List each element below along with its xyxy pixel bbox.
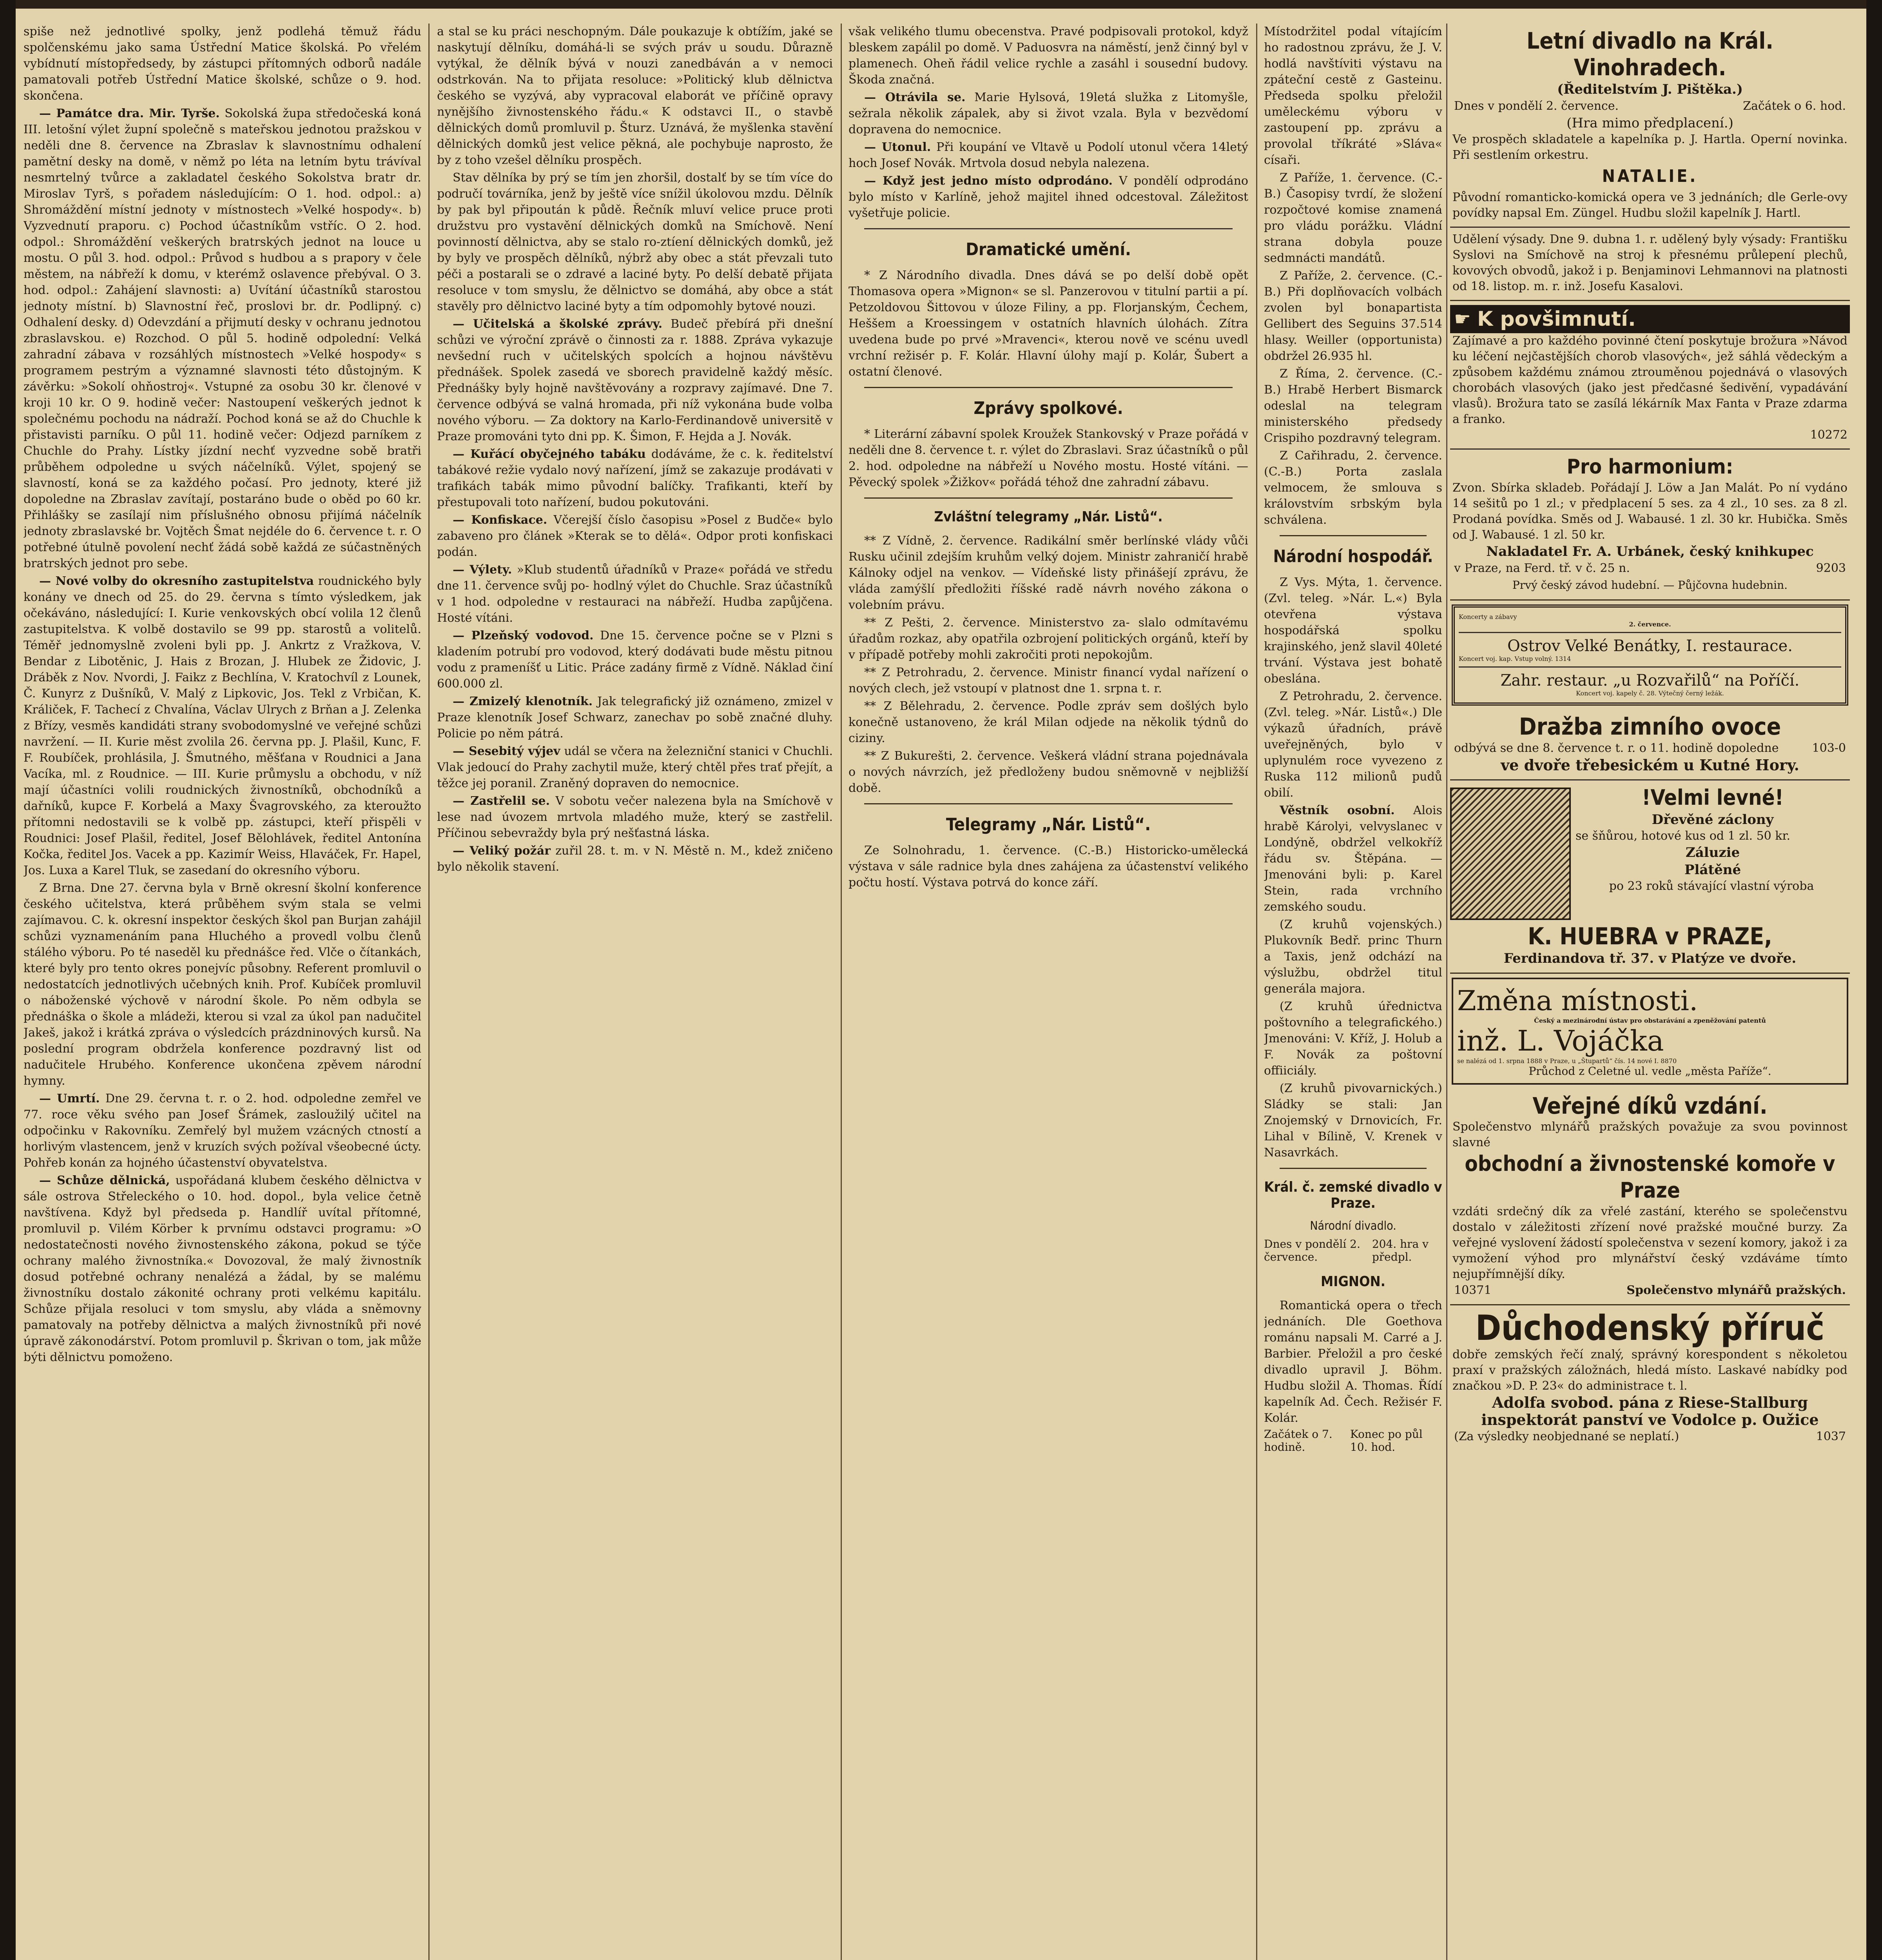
column-rule-4: [1446, 24, 1447, 1960]
article-heading: — Když jest jedno místo odprodáno.: [864, 174, 1113, 188]
ad-title: Dražba zimního ovoce: [1519, 713, 1781, 740]
ad-code: 1314: [1555, 655, 1571, 662]
ad-title: Veřejné díků vzdání.: [1532, 1093, 1768, 1119]
section-divider: [1459, 666, 1841, 668]
ad-venue-details: [1459, 655, 1841, 662]
top-shadow-band: [0, 0, 1882, 9]
article-paragraph: Z Brna. Dne 27. června byla v Brně okresní školní konference českého učitelstva, která průběhem svým stala se velmi zajímavou. C. k. okresní inspektor českých škol pan Burjan zahájil schůzi vyznamenáním pana Hluchého a provedl volbu členů stálého výboru. Po té naseděl ku přednášce řed. Vlče o čítankách, které byly pro tento okres ponejvíc působny. Referent promluvil o nedostatcích jednotlivých učebných knih. Prof. Kubíček promluvil o náboženské výchově v národní škole. Po něm odbyla se přednáška o škole a mládeži, kterou si vzal za úkol pan nadučitel Jakeš, jakož i krátká zpráva o výsledcích prázdninových kursů. Na poslední program obdržela konference pozdravný list od nadučitele Hrubého. Konference ukončena zpěvem národní hymny.: [24, 881, 421, 1088]
ad-harmonium: [1450, 450, 1850, 601]
telegram-paragraph: Z Paříže, 2. července. (C.-B.) Při doplňovacích volbách zvolen byl bonapartista Gellibert des Seguins 37.514 hlasy. Weiller (opportunista) obdržel 26.935 hl.: [1264, 269, 1442, 363]
article-heading: — Konfiskace.: [453, 513, 548, 527]
column-1: [24, 24, 421, 1960]
article-paragraph: spiše než jednotlivé spolky, jenž podlehá těmuž řádu spolčenskému jako sama Ústřední Matice školská. Po vřelém vybídnutí místopředsedy, by zástupci přítomných odborů nadále pamatovali potřeb Ústřední Matice školské, schůze o 9. hod. skončena.: [24, 25, 421, 103]
ad-publisher: Nakladatel Fr. A. Urbánek, český knihkupec: [1486, 544, 1814, 559]
performance-line: [1264, 1238, 1442, 1263]
telegram-paragraph: ** Z Vídně, 2. července. Radikální směr berlínské vlády vůči Rusku učinil zdejším kruhům velký dojem. Ministr zahraničí hrabě Kálnoky odjel na venkov. — Vídeňské listy přinášejí zprávu, že vláda zamýšlí předložiti říšské radě návrh nového zákona o volebním právu.: [849, 534, 1248, 612]
ad-text: dobře zemských řečí znalý, správný korespondent s několetou praxí v pražských záložnách, hledá místo. Laskavé nabídky pod značkou »D. P. 23« do administrace t. l.: [1452, 1348, 1848, 1393]
article-heading: — Památce dra. Mir. Tyrše.: [39, 107, 220, 120]
ad-text: Zajímavé a pro každého povinné čtení poskytuje brožura »Návod ku léčení nejčastějších chorob vlasových«, jež sáhlá vědeckým a způsobem každému známou ztrouměnou pojednává o vlasových chorobách vlasových (jako jest předčasné šedivění, vypadávání vlasů). Brožura tato se zasílá lékárník Max Fanta v Praze zdarma a franko.: [1452, 334, 1848, 426]
article-paragraph: (Z kruhů vojenských.) Plukovník Bedř. princ Thurn a Taxis, jenž odchází na výslužbu, obdržel titul generála majora.: [1264, 918, 1442, 996]
article-heading: — Utonul.: [864, 140, 931, 154]
article-paragraph: [437, 446, 833, 510]
article-paragraph: [24, 573, 421, 878]
blinds-illustration: [1450, 788, 1571, 920]
article-text: uspořádaná klubem českého dělnictva v sále ostrova Střeleckého o 10. hod. dopol., byla velice četně navštívena. Když byl předseda p. Handlíř uvítal přítomné, promluvil p. Vilém Körber k prvnímu odstavci programu: »O nedostatečnosti nového živnostenského zákona, pokud se týče ochrany malého živnostníka.« Dovozoval, že malý živnostník dosud potřebné ochrany nenalézá a žádal, by se malému živnostníku dostalo zákonité ochrany proti velkému kapitálu. Schůze přijala resoluci v tom smyslu, aby vláda a sněmovny pamatovaly na potřeby dělnictva a malých živnostníků při nové úpravě zákonodárství. Potom promluvil p. Škrivan o tom, jak může býti dělnictvu pomoženo.: [24, 1174, 421, 1364]
article-heading: — Sesebitý výjev: [453, 744, 560, 758]
section-divider: [864, 228, 1233, 229]
ad-address-row: [1457, 1057, 1843, 1065]
column-4: [1264, 24, 1442, 1960]
telegram-paragraph: Z Paříže, 1. července. (C.-B.) Časopisy tvrdí, že složení rozpočtové komise znamená pro vládu porážku. Vládní strana dobyla pouze sedmnácti mandátů.: [1264, 171, 1442, 265]
article-paragraph: * Z Národního divadla. Dnes dává se po delší době opět Thomasova opera »Mignon« se sl. Panzerovou v titulní partii a pí. Petzoldovou Šittovou v úloze Filiny, a pp. Florjanským, Čechem, Heššem a Kroessingem v ostatních hlavních úlohách. Zítra uvedena bude po prvé »Mravenci«, kterou nově ve scénu uvedl vrchní režisér p. F. Kolár. Hlavní úlohy mají p. Kolár, Šubert a ostatní členové.: [849, 269, 1248, 379]
ad-text: Udělení výsady. Dne 9. dubna 1. r. udělený byly výsady: Františku Syslovi na Smíchově na stroj k přesnému průlepení plechů, kovových obvodů, jakož i p. Benjaminovi Lehmannovi na platnosti od 18. listop. m. r. inž. Josefu Kasalovi.: [1452, 232, 1848, 293]
article-paragraph: [437, 512, 833, 560]
article-paragraph: však velikého tlumu obecenstva. Pravé podpisovali protokol, když bleskem zapálil po domě. V Paduosvra na náměstí, jenž činný byl v plamenech. Oheň řádil velice rychle a zasáhl i sousední budovy. Škoda značná.: [849, 25, 1248, 87]
opera-description: Romantická opera o třech jednáních. Dle Goethova románu napsali M. Carré a J. Barbier. Přeložil a pro české divadlo upravil J. Böhm. Hudbu složil A. Thomas. Řídí kapelník Ad. Čech. Režisér F. Kolár.: [1264, 1299, 1442, 1425]
section-divider: [864, 497, 1233, 499]
ad-title: !Velmi levné!: [1642, 785, 1784, 810]
ad-title: Důchodenský příruč: [1475, 1308, 1825, 1348]
ad-signature: Společenstvo mlynářů pražských.: [1626, 1283, 1846, 1297]
ad-fruit-auction: [1450, 710, 1850, 780]
section-heading-economy: Národní hospodář.: [1273, 546, 1433, 566]
ad-code: 1037: [1816, 1430, 1846, 1443]
article-paragraph: [24, 1091, 421, 1171]
ad-notice: [1450, 301, 1850, 450]
article-heading: — Veliký požár: [453, 844, 551, 858]
article-text: »Klub studentů úřadníků v Praze« pořádá ve středu dne 11. července svůj po- hodlný výlet do Chuchle. Sraz účastníků v 1 hod. odpoledne v restauraci na nábřeží. Hudba zapůjčena. Hosté vítáni.: [437, 563, 833, 625]
ad-text: Společenstvo mlynářů pražských považuje za svou povinnost slavné: [1452, 1120, 1848, 1149]
pointing-hand-icon: ☛: [1454, 308, 1471, 330]
article-paragraph: [849, 173, 1248, 221]
column-rule-2: [841, 24, 842, 1960]
ad-company-name: inž. L. Vojáčka: [1457, 1024, 1664, 1057]
article-text: Jak telegrafický již oznámeno, zmizel v Praze klenotník Josef Schwarz, zanechav po sobě značné dluhy. Policie po něm pátrá.: [437, 695, 833, 740]
ad-line: se šňůrou, hotové kus od 1 zl. 50 kr.: [1576, 829, 1791, 843]
ad-note-row: [1450, 1428, 1850, 1445]
article-paragraph: [437, 843, 833, 875]
ad-address-row: [1450, 560, 1850, 577]
article-heading: — Nové volby do okresního zastupitelstva: [39, 574, 314, 588]
article-paragraph: [24, 1172, 421, 1365]
article-paragraph: Z Petrohradu, 2. července. (Zvl. teleg. »Nár. Listů«.) Dle výkazů úřadních, právě uveřejněných, bylo v uplynulém roce vyvezeno z Ruska 112 milionů pudů obilí.: [1264, 690, 1442, 800]
article-paragraph: (Z kruhů úřednictva poštovního a telegrafického.) Jmenováni: V. Kříž, J. Holub a F. Novák za poštovní offiiciály.: [1264, 1000, 1442, 1078]
article-text: V pondělí odprodáno bylo místo v Karlíně, jehož majitel ihned odcestoval. Záležitost vyšetřuje policie.: [849, 174, 1248, 220]
ad-summer-theatre: [1450, 24, 1850, 228]
article-text: dodáváme, že c. k. ředitelství tabákové režie vydalo nový nařízení, jímž se zakazuje prodávati v trafikách tabák mimo původní balíčky. Trafikanti, kteří by přestupovali toto nařízení, budou pokutováni.: [437, 447, 833, 509]
ad-code: 10371: [1454, 1283, 1492, 1297]
ad-place: ve dvoře třebesickém u Kutné Hory.: [1501, 756, 1799, 774]
section-divider: [1459, 632, 1841, 633]
article-paragraph: [1264, 802, 1442, 915]
article-paragraph: [437, 562, 833, 626]
article-text: Marie Hylsová, 19letá služka z Litomyšle, sežrala několik zápalek, aby si život vzala. Byla v bezvědomí dopravena do nemocnice.: [849, 91, 1248, 136]
article-text: Dne 29. června t. r. o 2. hod. odpoledne zemřel ve 77. roce věku svého pan Josef Šrámek, zasloužilý učitel na odpočinku v Rakovníku. Zemřelý byl mužem vzácných ctností a horlivým vlastencem, jenž v kruzích svých požíval všeobecné úcty. Pohřeb konán za hojného účastenství obyvatelstva.: [24, 1092, 421, 1170]
article-heading: — Kuřácí obyčejného tabáku: [453, 447, 646, 461]
ad-line: po 23 roků stávající vlastní výroba: [1609, 879, 1814, 893]
telegram-paragraph: Z Cařihradu, 2. července. (C.-B.) Porta zaslala velmocem, že smlouva s královstvím srbským byla schválena.: [1264, 449, 1442, 527]
column-rule-1: [428, 24, 430, 1960]
ad-text: Zvon. Sbírka skladeb. Pořádají J. Löw a Jan Malát. Po ní vydáno 14 sešitů po 1 zl.; v předplacení 5 ses. za 4 zl., 10 ses. za 8 zl. Prodaná povídka. Směs od J. Wabausé. 1 zl. 30 kr. Hubička. Směs od J. Wabausé. 1 zl. 50 kr.: [1452, 481, 1848, 542]
performance-times: [1264, 1428, 1442, 1454]
ad-text: se nalézá od 1. srpna 1888 v Praze, u „Štupartů“ čís. 14 nové I.: [1457, 1057, 1659, 1065]
article-heading: — Výlety.: [453, 563, 512, 577]
ad-title: Změna místnosti.: [1457, 985, 1698, 1017]
article-text: V sobotu večer nalezena byla na Smíchově v lese nad úvozem mrtvola mladého muže, který se zastřelil. Příčinou sebevraždy byla prý nešťastná láska.: [437, 794, 833, 840]
article-paragraph: * Literární zábavní spolek Kroužek Stankovský v Praze pořádá v neděli dne 8. července t. r. výlet do Zbraslavi. Sraz účastníků o půl 2. hod. odpoledne na nábřeží u Nového mostu. Hosté vítáni. — Pěvecký spolek »Žižkov« pořádá téhož dne zahradní zábavu.: [849, 427, 1248, 489]
article-paragraph: [849, 139, 1248, 171]
article-paragraph: [437, 743, 833, 791]
ad-sign-row: [1450, 1282, 1850, 1299]
ad-date: Dnes v pondělí 2. července.: [1454, 99, 1619, 113]
article-text: zuřil 28. t. m. v N. Městě n. M., kdež zničeno bylo několik stavení.: [437, 844, 833, 874]
ad-description: Původní romanticko-komická opera ve 3 jednáních; dle Gerle-ovy povídky napsal Em. Züngel. Hudbu složil kapelník J. Hartl.: [1452, 191, 1848, 220]
section-heading-dramatic-arts: Dramatické umění.: [966, 240, 1131, 260]
section-divider: [1280, 1168, 1427, 1169]
performance-number: 204. hra v předpl.: [1372, 1238, 1429, 1263]
section-divider: [864, 387, 1233, 388]
telegram-paragraph: ** Z Pešti, 2. července. Ministerstvo za- slalo odmítavému úřadům rozkaz, aby opatřila ozbrojení politických orgánů, kteří by v případě potřeby mohli zakročiti proti nepokojům.: [849, 616, 1248, 662]
article-text: roudnického byly konány ve dnech od 25. do 29. června s tímto výsledkem, jak očekáváno, následující: I. Kurie venkovských obcí volila 12 členů zastupitelstva. K volbě dostavilo se 99 pp. starostů a volitelů. Téměř jednomyslně zvoleni byli pp. J. Ankrtz z Vražkova, V. Bendar z Libotěnic, J. Hais z Brozan, J. Hlubek ze Židovic, J. Dráběk z Nov. Nvordi, J. Faikz z Bechlína, V. Kratochvíl z Lounek, Č. Kunyrz z Dušníků, V. Malý z Lipkovic, Jos. Tekl z Vrbičan, K. Králiček, F. Tachecí z Chvalína, Václav Ulrych z Brňan a J. Zelenka z Břízy, vesměs kandidáti strany svobodomyslné ve veřejné schůzi navržení. — II. Kurie měst zvolila 26. června pp. J. Plašil, Kunc, F. F. Roubíček, prohlásila, J. Šmutného, měšťana v Roudnici a Jana Vacíka, ml. z Roudnice. — III. Kurie průmyslu a obchodu, v níž mají účastníci volili roudnických živnostníků, obchodníků a dařníků, kupce F. Korbelá a Maxy Švagrovského, za kteroužto přítomni nedostavili se k volbě pp. zástupci, kteří přispěli v Roudnici: Josef Plašil, ředitel, Josef Bělohlávek, ředitel Antonína Kočka, ředitel Jos. Vacek a pp. Kazimír Weiss, Hlaváček, Fr. Hapel, Jos. Luxa a Karel Tluk, se zasedaní do okresního výboru.: [24, 574, 421, 877]
article-heading: — Plzeňský vodovod.: [453, 629, 594, 642]
section-divider: [1280, 535, 1427, 536]
section-divider: [864, 803, 1233, 804]
ad-footer: Prvý český závod hudební. — Půjčovna hudebnin.: [1512, 579, 1788, 592]
section-heading-club-news: Zprávy spolkové.: [974, 398, 1123, 418]
ad-code: 8870: [1661, 1057, 1677, 1065]
article-heading: Věstník osobní.: [1280, 804, 1395, 817]
article-text: Dne 15. července počne se v Plzni s kladením potrubí pro vodovod, který dodávati bude městu pitnou vodu z prameníšť u Litic. Práce zadány firmě z Vídně. Náklad činí 600.000 zl.: [437, 629, 833, 691]
ad-subtitle: obchodní a živnostenské komoře v Praze: [1465, 1151, 1835, 1203]
article-text: Včerejší číslo časopisu »Posel z Budče« bylo zabaveno pro článek »Kterak se to dělá«. Odpor proti konfiskaci podán.: [437, 513, 833, 559]
ad-line: Dřevěné záclony: [1652, 812, 1774, 828]
telegram-paragraph: ** Z Bukurešti, 2. července. Veškerá vládní strana pojednávala o nových návrzích, jež předloženy budou sněmovně v nejbližší době.: [849, 749, 1248, 795]
article-paragraph: [849, 89, 1248, 138]
ad-schedule-row: [1450, 98, 1850, 114]
article-paragraph: [437, 628, 833, 692]
ad-banner-title: K povšimnutí.: [1477, 307, 1636, 331]
section-heading-theatre: Král. č. zemské divadlo v Praze.: [1264, 1179, 1442, 1211]
ad-address: Ferdinandova tř. 37. v Platýze ve dvoře.: [1503, 951, 1797, 966]
ad-footer: Průchod z Celetné ul. vedle „města Paříže“.: [1528, 1065, 1771, 1078]
telegram-paragraph: Ze Solnohradu, 1. července. (C.-B.) Historicko-umělecká výstava v sále radnice byla dnes zahájena za účastenství velikého počtu hostí. Výstava potrvá do konce září.: [849, 844, 1248, 889]
ad-concerts-frame: [1452, 604, 1848, 706]
article-paragraph: Místodržitel podal vítajícím ho radostnou zprávu, že J. V. hodlá navštíviti výstavu na zpáteční cestě z Gasteinu. Předseda spolku přeložil uměleckému výboru v zastoupení pp. zprávu a provolal tříkráté »Sláva« císaři.: [1264, 25, 1442, 167]
article-heading: — Umrtí.: [39, 1092, 100, 1105]
ad-subtitle: (Ředitelstvím J. Pištěka.): [1557, 82, 1743, 97]
ad-text: odbývá se dne 8. července t. r. o 11. hodině dopoledne: [1454, 741, 1779, 755]
ad-venue: Zahr. restaur. „u Rozvařilů“ na Poříčí.: [1500, 671, 1800, 690]
ad-venue-info: Koncert voj. kap.: [1459, 655, 1513, 662]
ad-entry: Vstup volný.: [1514, 655, 1553, 662]
ad-public-thanks: [1450, 1089, 1850, 1305]
ad-address-change: [1452, 978, 1848, 1085]
theatre-name: Národní divadlo.: [1310, 1219, 1396, 1233]
ad-title: Letní divadlo na Král. Vinohradech.: [1526, 27, 1774, 81]
ad-accountant: [1450, 1305, 1850, 1450]
article-paragraph: [437, 316, 833, 445]
advertisement-column: [1450, 24, 1850, 1960]
article-text: Alois hrabě Károlyi, velvyslanec v Londýně, obdržel velkokříž řádu sv. Štěpána. — Jmenováni byli: p. Karel Stein, rada vrchního zemského soudu.: [1264, 804, 1442, 914]
article-paragraph: Z Vys. Mýta, 1. července. (Zvl. teleg. »Nár. L.«) Byla otevřena výstava hospodářská spolku krajinského, jenž slavil 40leté trvání. Výstava jest bohatě obeslána.: [1264, 575, 1442, 686]
ad-text: Český a mezinárodní ústav pro obstarávání a zpeněžování patentů: [1534, 1017, 1766, 1024]
performance-end: Konec po půl 10. hod.: [1350, 1428, 1423, 1454]
article-paragraph: [437, 793, 833, 841]
performance-start: Začátek o 7. hodině.: [1264, 1428, 1333, 1454]
ad-line: Plátěné: [1684, 862, 1741, 878]
telegram-paragraph: ** Z Petrohradu, 2. července. Ministr financí vydal nařízení o nových clech, jež vstoupí v platnost dne 1. srpna t. r.: [849, 666, 1248, 695]
ad-auction-row: [1450, 740, 1850, 757]
article-heading: — Učitelská a školské zprávy.: [453, 317, 663, 331]
ad-play-title: NATALIE.: [1602, 166, 1698, 186]
article-text: udál se včera na železniční stanici v Chuchli. Vlak jedoucí do Prahy zachytil muže, který chtěl přes trať přejít, a těžce jej poranil. Zraněný dopraven do nemocnice.: [437, 744, 833, 790]
column-2: [437, 24, 833, 1960]
ad-code: 9203: [1816, 561, 1846, 575]
article-paragraph: a stal se ku práci neschopným. Dále poukazuje k obtížím, jaké se naskytují dělníku, domáhá-li se svých práv u soudu. Důrazně vytýkal, že dělník bývá v nouzi zanedbáván a v nemoci odstrkován. Na to přijata resoluce: »Politický klub dělnictva českého se vyzývá, aby vypracoval elaborát ve příčině opravy nynějšího živnostenského řádu.« K odstavci II., o stavbě dělnických domů promluvil p. Šturz. Uznává, že myšlenka stavění dělnických domků jest velice pěkná, ale pochybuje naprosto, že by z toho vzešel dělníku prospěch.: [437, 25, 833, 167]
article-heading: — Otrávila se.: [864, 91, 966, 104]
telegram-paragraph: Z Říma, 2. července. (C.-B.) Hrabě Herbert Bismarck odeslal na telegram ministerského předsedy Crispiho pozdravný telegram.: [1264, 367, 1442, 445]
ad-date: 2. července.: [1629, 621, 1671, 628]
ad-title: Koncerty a zábavy: [1459, 613, 1517, 621]
ad-text: Ve prospěch skladatele a kapelníka p. J. Hartla. Operní novinka. Při sestlením orkestru.: [1452, 132, 1848, 162]
ad-code: 103-0: [1812, 741, 1846, 755]
article-paragraph: [24, 105, 421, 572]
section-heading-special-telegrams: Zvláštní telegramy „Nár. Listů“.: [934, 509, 1163, 525]
telegram-paragraph: ** Z Bělehradu, 2. července. Podle zpráv sem došlých bylo konečně ustanoveno, že král Milan odjede na několik týdnů do ciziny.: [849, 699, 1248, 745]
opera-title: MIGNON.: [1321, 1274, 1385, 1290]
column-rule-3: [1256, 24, 1257, 1960]
ad-code: 10272: [1810, 428, 1848, 442]
right-dark-edge: [1866, 0, 1882, 1960]
ad-time: Začátek o 6. hod.: [1743, 99, 1846, 113]
ad-note: (Za výsledky neobjednané se neplatí.): [1454, 1430, 1679, 1443]
ad-body: vzdáti srdečný dík za vřelé zastání, kterého se společenstvu dostalo v záležitosti zřízení nové pražské moučné burzy. Za veřejné vyslovení žádostí společenstva v sezení komory, jakož i za vymožení výhod pro mlynářství český vzdáváme tímto nejupřímnější díky.: [1452, 1205, 1848, 1281]
ad-venue-info: Koncert voj. kapely č. 28. Výtečný černý ležák.: [1576, 690, 1724, 697]
ad-address: v Praze, na Ferd. tř. v č. 25 n.: [1454, 561, 1630, 575]
ad-window-blinds: [1450, 780, 1850, 974]
article-heading: — Zmizelý klenotník.: [453, 695, 593, 708]
article-text: Budeč přebírá při dnešní schůzi ve výroční zprávě o činnosti za r. 1888. Zpráva vykazuje nevšední ruch v učitelských spolcích a hojnou návštěvu přednášek. Spolek zasedá ve sborech pravidelně každý měsíc. Přednášky byly hojně navštěvovány a rozpravy zajímavé. Dne 7. července odbývá se valná hromada, při níž vykonána bude volba nového výboru. — Za doktory na Karlo-Ferdinandově universitě v Praze promováni tyto dni pp. K. Šimon, F. Hejda a J. Novák.: [437, 317, 833, 443]
article-text: Při koupání ve Vltavě u Podolí utonul včera 14letý hoch Josef Novák. Mrtvola dosud nebyla nalezena.: [849, 140, 1248, 170]
ad-patent-grant: [1450, 228, 1850, 301]
section-heading-telegrams: Telegramy „Nár. Listů“.: [946, 815, 1151, 835]
left-dark-edge: [0, 0, 16, 1960]
ad-venue: Ostrov Velké Benátky, I. restaurace.: [1507, 637, 1793, 655]
article-paragraph: (Z kruhů pivovarnických.) Sládky se stali: Jan Znojemský v Drnovicích, Fr. Lihal v Bílině, V. Krenek v Nasavrkách.: [1264, 1082, 1442, 1160]
ad-line: Záluzie: [1685, 845, 1740, 860]
ad-title: Pro harmonium:: [1567, 455, 1733, 479]
article-paragraph: Stav dělníka by prý se tím jen zhoršil, dostalť by se tím více do područí továrníka, jenž by ještě více snížil úkolovou mzdu. Dělník by pak byl připoután k půdě. Řečník mluví velice pruce proti družstvu pro vystavění dělnických domků na Smíchově. Není povinností dělnictva, aby se stalo ro-ztíení dělnických domků, jež by byly ve prospěch dělníků, nýbrž aby obec a stát převzali tuto péči a postarali se o zdravé a laciné byty. Po delší debatě přijata resoluce v tom smyslu, že dělnictvo se domáhá, aby obce a stát stavěly pro dělnictvo laciné byty a tím odpomohly bytové nouzi.: [437, 171, 833, 313]
article-paragraph: [437, 693, 833, 742]
performance-date: Dnes v pondělí 2. července.: [1264, 1238, 1360, 1263]
article-heading: — Zastřelil se.: [453, 794, 550, 808]
article-text: Sokolská župa středočeská koná III. letošní výlet župní společně s mateřskou jednotou pražskou v neděli dne 8. července na Zbraslav k slavnostnímu odhalení pamětní desky na domě, v němž po léta na letním bytu trávíval nesmrtelný tvůrce a zakladatel českého Sokolstva bratr dr. Miroslav Tyrš, s pořadem následujícím: O 1. hod. odpol.: a) Shromáždění místní jednoty v místnostech »Velké hospody«. b) Vyzvednutí praporu. c) Pochod účastníkům vstříc. O 2. hod. odpol.: Shromáždění veškerých bratrských jednot na louce u mostu. O půl 3. hod. odpol.: Průvod s hudbou a s prapory v čele městem, na nábřeží k domu, v kterémž oslavence přebýval. O 3. hod. odpol.: Zahájení slavnosti: a) Uvítání účastníků starostou jednoty místní. b) Slavnostní řeč, proslovi br. dr. Podlipný. c) Odhalení desky. d) Odevzdání a přijmutí desky v ochranu jednotou zbraslavskou. e) Rozchod. O půl 5. hodině odpolední: Velká zahradní zábava v rozsáhlých místnostech »Velké hospody« s programem pestrým a významné slavnosti této důstojným. K závěrku: »Sokolí ohňostroj«. Vstupné za osobu 30 kr. členové v kroji 10 kr. O 9. hodině večer: Nastoupení veškerých jednot k společnému pochodu na nádraží. Pochod koná se až do Chuchle k přistavisti parníku. O půl 11. hodině večer: Odjezd parníkem z Chuchle do Prahy. Lístky jízdní nechť vyzvedne sobě bratři průběhem odpoledne u svých náčelníků. Výlet, spojený se slavností, koná se za každého počasí. Pro jednoty, které již dopoledne na Zbraslav zavítají, postaráno bude o oběd po 60 kr. Přihlášky se zasílají nim příslušného obnosu přijímá náčelník jednoty zbraslavské br. Vojtěch Šmat nejdéle do 6. července t. r. O potřebné útulně povolení nechť žádá sobě každá ze súčastněných bratrských jednot pro sebe.: [24, 107, 421, 570]
ad-note: (Hra mimo předplacení.): [1567, 115, 1733, 131]
ad-banner: [1450, 305, 1850, 333]
column-3: [849, 24, 1248, 1960]
article-heading: — Schůze dělnická,: [39, 1174, 170, 1187]
ad-company-name: K. HUEBRA v PRAZE,: [1528, 923, 1772, 950]
ad-footer: Adolfa svobod. pána z Riese-Stallburg inspektorát panství ve Vodolce p. Oužice: [1481, 1394, 1819, 1428]
